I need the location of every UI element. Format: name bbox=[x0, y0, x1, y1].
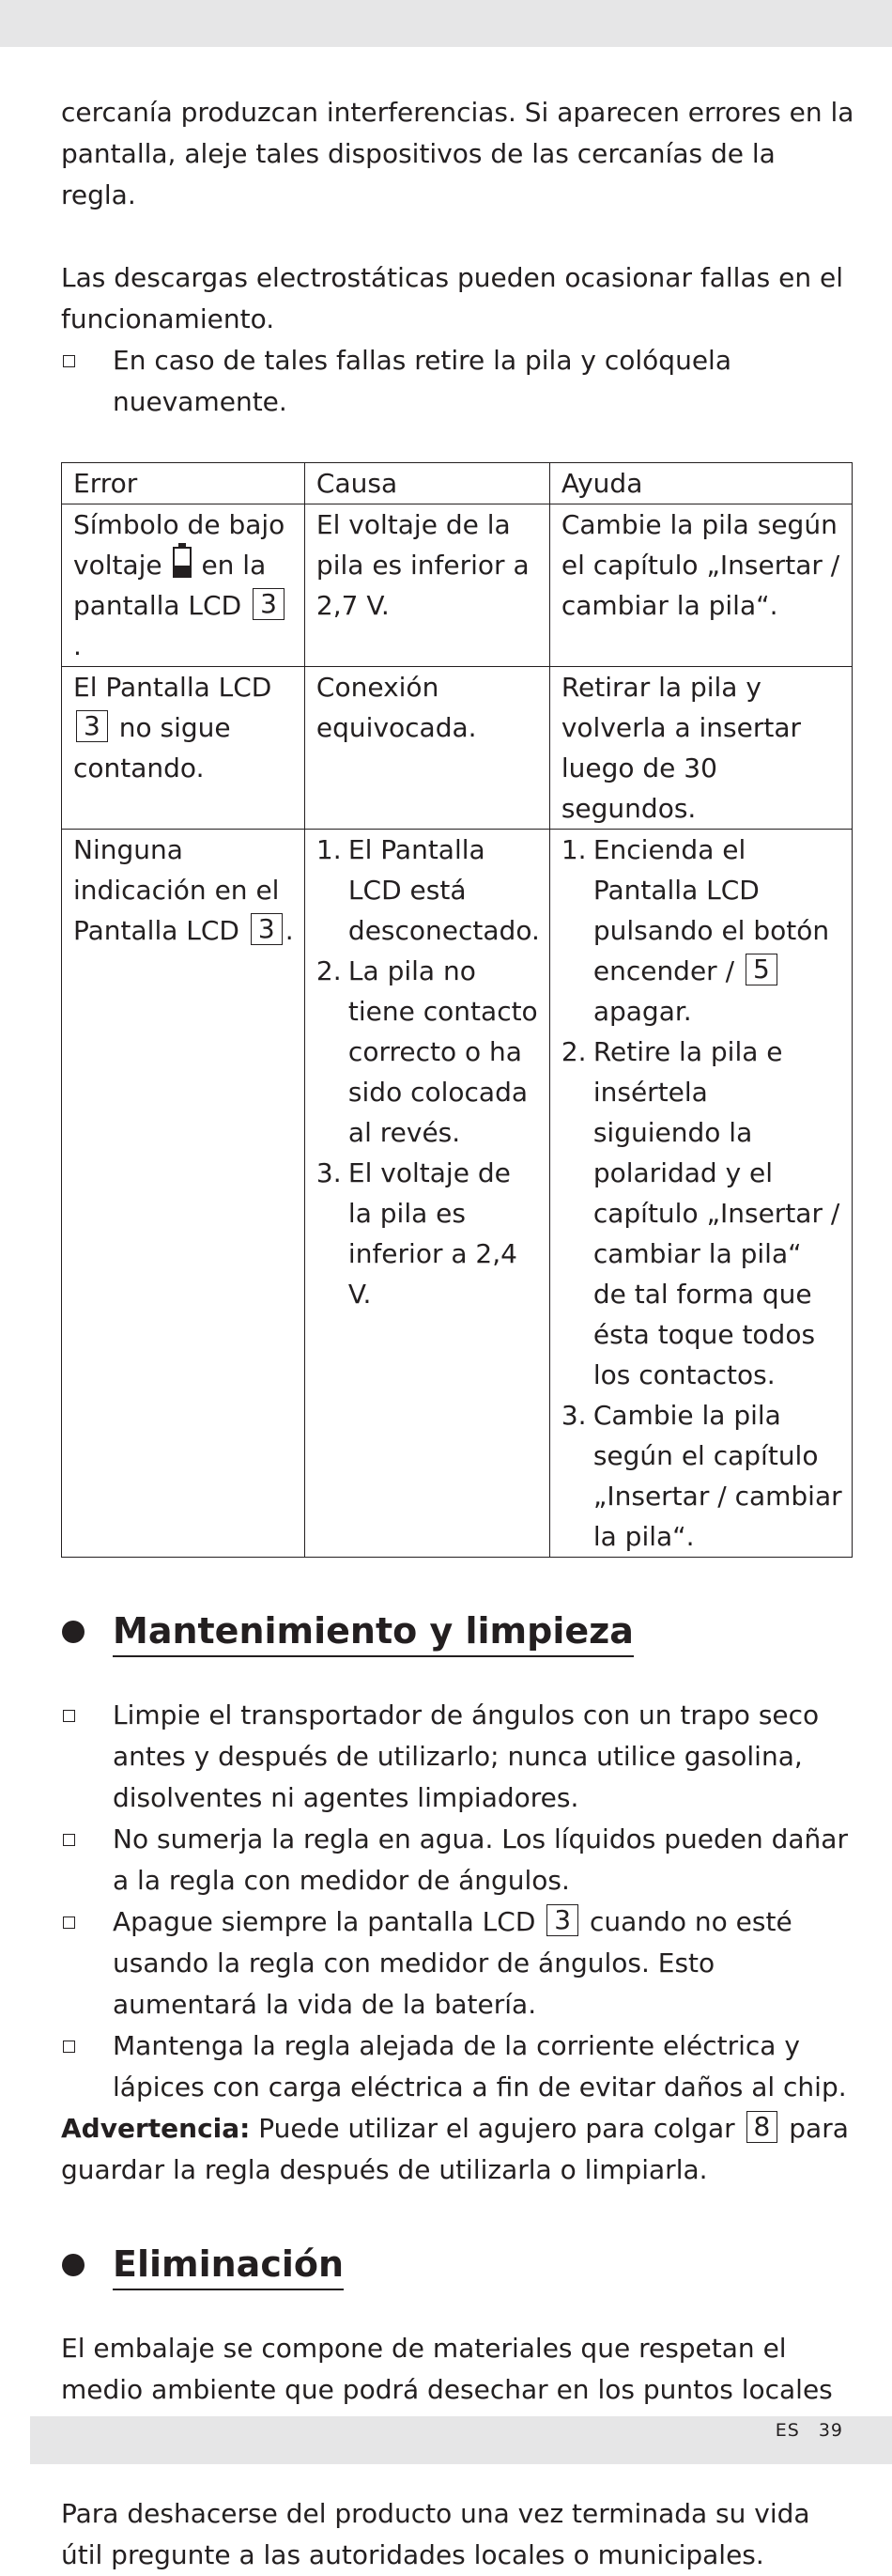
table-header-row bbox=[62, 463, 853, 504]
row1-cause: El voltaje de la pila es inferior a 2,7 V. bbox=[304, 504, 549, 667]
ref-number-box: 3 bbox=[76, 710, 108, 742]
row2-help: Retirar la pila y volverla a insertar luego de 30 segundos. bbox=[549, 667, 852, 830]
table-row bbox=[62, 667, 853, 830]
list-item: Limpie el transportador de ángulos con un trapo seco antes y después de utilizarlo; nunca utilice gasolina, disolventes ni agentes limpiadores. bbox=[61, 1695, 854, 1819]
page-footer bbox=[776, 2416, 843, 2444]
ref-number-box: 3 bbox=[251, 913, 283, 945]
list-item: 2. La pila no tiene contacto correcto o ha sido colocada al revés. bbox=[315, 955, 538, 1148]
checkbox-bullet-icon bbox=[63, 355, 75, 367]
list-item: 3. El voltaje de la pila es inferior a 2,4 V. bbox=[315, 1157, 517, 1310]
intro-paragraph-2: Las descargas electrostáticas pueden ocasionar fallas en el funcionamiento. bbox=[61, 262, 843, 334]
checkbox-bullet-icon bbox=[63, 1834, 75, 1846]
checkbox-bullet-icon bbox=[63, 2041, 75, 2053]
language-code: ES bbox=[775, 2420, 800, 2441]
maintenance-section bbox=[61, 1695, 854, 2191]
page-number: 39 bbox=[818, 2420, 843, 2441]
page-bottom-notch bbox=[0, 2416, 30, 2464]
heading-bullet-icon bbox=[62, 2254, 85, 2276]
intro-bullet: En caso de tales fallas retire la pila y colóquela nuevamente. bbox=[61, 340, 854, 423]
troubleshooting-table bbox=[61, 462, 853, 1558]
table-row bbox=[62, 830, 853, 1558]
row1-error: Símbolo de bajo voltaje en la pantalla LCD 3. bbox=[62, 504, 305, 667]
list-item: 3. Cambie la pila según el capítulo „Insertar / cambiar la pila“. bbox=[561, 1400, 842, 1552]
ref-number-box: 8 bbox=[746, 2111, 778, 2143]
maintenance-heading: Mantenimiento y limpieza bbox=[61, 1606, 854, 1657]
list-item: 2. Retire la pila e insértela siguiendo la polaridad y el capítulo „Insertar / cambiar la pila“ de tal forma que ésta toque todos los contactos. bbox=[561, 1036, 840, 1390]
row1-help: Cambie la pila según el capítulo „Insertar / cambiar la pila“. bbox=[549, 504, 852, 667]
checkbox-bullet-icon bbox=[63, 1710, 75, 1722]
row2-error: El Pantalla LCD 3 no sigue contando. bbox=[62, 667, 305, 830]
intro-paragraph-1: cercanía produzcan interferencias. Si aparecen errores en la pantalla, aleje tales dispositivos de las cercanías de la regla. bbox=[61, 97, 854, 210]
table-row bbox=[62, 504, 853, 667]
row3-help bbox=[549, 830, 852, 1558]
page-top-band bbox=[0, 0, 892, 47]
document-body bbox=[61, 92, 854, 2576]
header-error: Error bbox=[62, 463, 305, 504]
checkbox-bullet-icon bbox=[63, 1916, 75, 1929]
row3-error: Ninguna indicación en el Pantalla LCD 3 . bbox=[62, 830, 305, 1558]
list-item: Mantenga la regla alejada de la corriente eléctrica y lápices con carga eléctrica a fin de evitar daños al chip. bbox=[61, 2025, 854, 2108]
header-cause: Causa bbox=[304, 463, 549, 504]
row3-cause bbox=[304, 830, 549, 1558]
list-item: No sumerja la regla en agua. Los líquidos pueden dañar a la regla con medidor de ángulos. bbox=[61, 1819, 854, 1901]
heading-bullet-icon bbox=[62, 1621, 85, 1643]
help-list bbox=[561, 830, 842, 1557]
page-bottom-band bbox=[0, 2416, 892, 2464]
list-item: Apague siempre la pantalla LCD 3 cuando no esté usando la regla con medidor de ángulos. Esto aumentará la vida de la batería. bbox=[61, 1901, 854, 2025]
disposal-heading: Eliminación bbox=[61, 2240, 854, 2290]
disposal-paragraph-1: El embalaje se compone de materiales que respetan el medio ambiente que podrá desechar en los puntos locales bbox=[61, 2333, 833, 2405]
ref-number-box: 5 bbox=[746, 954, 777, 985]
row2-cause: Conexión equivocada. bbox=[304, 667, 549, 830]
list-item: 1. Encienda el Pantalla LCD pulsando el botón encender / 5 apagar. bbox=[561, 834, 830, 1027]
ref-number-box: 3 bbox=[253, 588, 285, 620]
warning-note: Advertencia: Puede utilizar el agujero para colgar 8 para guardar la regla después de utilizarla o limpiarla. bbox=[61, 2111, 849, 2185]
header-help: Ayuda bbox=[549, 463, 852, 504]
list-item: 1. El Pantalla LCD está desconectado. bbox=[315, 834, 540, 946]
disposal-paragraph-2: Para deshacerse del producto una vez terminada su vida útil pregunte a las autoridades locales o municipales. bbox=[61, 2498, 810, 2570]
cause-list bbox=[316, 830, 540, 1314]
ref-number-box: 3 bbox=[546, 1904, 578, 1936]
low-battery-icon bbox=[173, 547, 192, 578]
